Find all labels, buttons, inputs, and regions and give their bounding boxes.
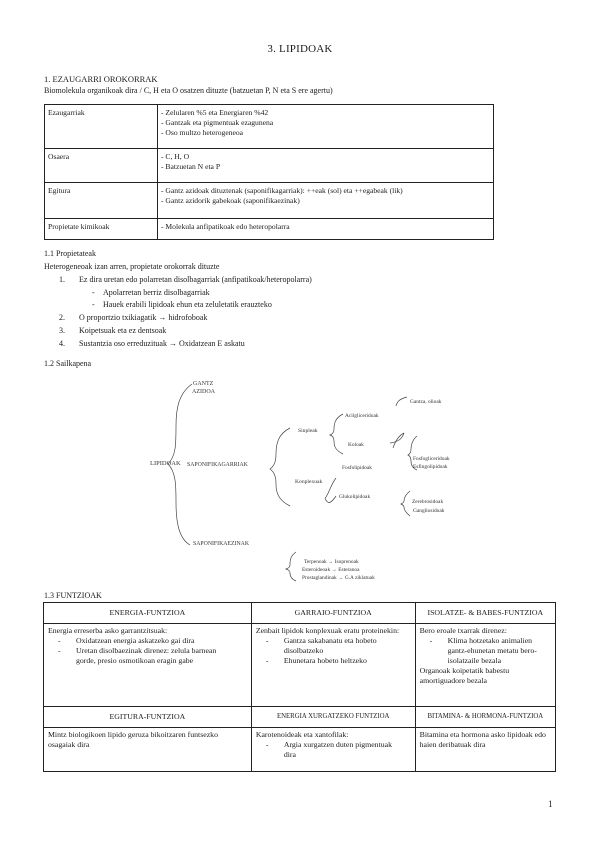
sub-list-item: - Apolarretan berriz disolbagarriak	[103, 288, 210, 297]
page-number: 1	[548, 799, 553, 809]
node-koloak: Koloak	[348, 442, 364, 448]
function-cell	[415, 624, 555, 707]
item-text: Sustantzia oso erreduzituak → Oxidatzean E askatu	[79, 339, 245, 348]
table-row	[45, 183, 494, 219]
function-extra-text: Organoak koipetatik babestu amortiguadore bezala	[419, 666, 510, 685]
list-item: - Klima hotzetako animalien gantz-ehunetan metatu bero-isolatzaile bezala	[430, 636, 551, 666]
list-item	[59, 339, 245, 348]
section-1-1-intro: Heterogeneoak izan arren, propietate orokorrak dituzte	[44, 262, 220, 271]
list-item: - Uretan disolbaezinak direnez: zelula barnean gorde, presio osmotikoan eragin gabe	[58, 646, 226, 666]
list-item: - Ehunetara hobeto heltzeko	[266, 656, 394, 666]
table-row	[44, 728, 556, 772]
row-key: Ezaugarriak	[45, 105, 158, 149]
section-1-1-heading: 1.1 Propietateak	[44, 249, 96, 258]
item-number: 2.	[59, 313, 65, 322]
function-list	[256, 636, 411, 666]
node-saponifikagarriak: SAPONIFIKAGARRIAK	[187, 462, 248, 468]
function-text: Karotenoideak eta xantofilak:	[255, 730, 349, 739]
item-text: Koipetsuak eta ez dentsoak	[79, 326, 167, 335]
node-sinpleak: Sinpleak	[298, 428, 318, 434]
row-value	[158, 183, 494, 219]
value-line: - Molekula anfipatikoak edo heteropolarra	[161, 222, 290, 231]
value-line: - Zelularen %5 eta Energiaren %42	[161, 108, 269, 117]
value-line: - Gantz azidorik gabekoak (saponifikaezinak)	[161, 196, 300, 205]
table-row	[44, 624, 556, 707]
row-value	[158, 149, 494, 183]
function-text: Mintz biologikoen lipido geruza bikoitzaren funtsezko osagaiak dira	[48, 730, 218, 749]
item-number: 4.	[59, 339, 65, 348]
node-glukolipidoak: Glukolipidoak	[339, 494, 371, 500]
value-line: - Gantz azidoak dituztenak (saponifikagarriak): ++eak (sol) eta ++egabeak (lik)	[161, 186, 403, 195]
function-cell	[251, 728, 415, 772]
characteristics-table	[44, 104, 494, 240]
function-title: BITAMINA- & HORMONA-FUNTZIOA	[415, 707, 555, 728]
node-terpenoak: Terpenoak → Isoprenoak	[304, 559, 359, 565]
function-title: ENERGIA-FUNTZIOA	[44, 603, 252, 624]
list-item: - Gantza sakabanatu eta hobeto disolbatzeko	[266, 636, 394, 656]
diagram-braces	[168, 384, 417, 581]
table-row	[44, 707, 556, 728]
table-row	[45, 219, 494, 240]
node-saponifikaezinak: SAPONIFIKAEZINAK	[193, 541, 250, 547]
section-1-heading: 1. EZAUGARRI OROKORRAK	[44, 74, 158, 84]
node-azidoa: AZIDOA	[192, 389, 215, 395]
node-fosfolipidoak: Fosfolipidoak	[342, 465, 372, 471]
node-zerebrosidoak: Zerebrosidoak	[412, 499, 444, 505]
list-item	[59, 275, 312, 284]
function-cell	[251, 624, 415, 707]
function-title: EGITURA-FUNTZIOA	[44, 707, 252, 728]
table-row	[44, 603, 556, 624]
node-konplexuak: Konplexuak	[295, 479, 323, 485]
function-list	[256, 740, 411, 760]
list-item: - Oxidatzean energia askatzeko gai dira	[58, 636, 226, 646]
function-text: Bitamina eta hormona asko lipidoak edo haien deribatuak dira	[419, 730, 546, 749]
item-text: O proportzio txikiagatik → hidrofoboak	[79, 313, 208, 322]
value-line: - C, H, O	[161, 152, 190, 161]
node-gangliosidoak: Gangliosidoak	[413, 508, 445, 514]
node-fosfogliceridoak: Fosfogliceridoak	[413, 456, 450, 462]
row-value	[158, 219, 494, 240]
function-title: GARRAIO-FUNTZIOA	[251, 603, 415, 624]
function-text: Bero eroale txarrak direnez:	[419, 626, 507, 635]
value-line: - Gantzak eta pigmentuak ezagunena	[161, 118, 274, 127]
section-1-2-heading: 1.2 Sailkapena	[44, 359, 92, 368]
function-text: Energia erreserba asko garrantzitsuak:	[48, 626, 168, 635]
functions-table	[43, 602, 556, 772]
node-prostaglandinak: Prostaglandinak → G.A ziklatuak	[302, 575, 375, 581]
node-lipidoak: LIPIDOAK	[150, 460, 181, 467]
page-title: 3. LIPIDOAK	[267, 43, 333, 55]
section-1-3-heading: 1.3 FUNTZIOAK	[44, 591, 102, 600]
list-item	[59, 313, 207, 322]
node-acilgliceridoak: Acilgliceridoak	[345, 413, 379, 419]
node-gantza-olioak: Gantza, olioak	[410, 399, 442, 405]
sub-list-item: - Hauek erabili lipidoak ehun eta zeluletatik erauzteko	[103, 300, 272, 309]
function-cell	[44, 624, 252, 707]
function-list	[48, 636, 247, 666]
item-number: 3.	[59, 326, 65, 335]
table-row	[45, 105, 494, 149]
list-item: - Argia xurgatzen duten pigmentuak dira	[266, 740, 394, 760]
item-text: Ez dira uretan edo polarretan disolbagarriak (anfipatikoak/heteropolarra)	[79, 275, 312, 284]
row-value	[158, 105, 494, 149]
section-1-intro: Biomolekula organikoak dira / C, H eta O osatzen dituzte (batzuetan P, N eta S ere agertu)	[44, 86, 333, 95]
function-text: Zenbait lipidok konplexuak eratu proteinekin:	[255, 626, 400, 635]
function-cell	[44, 728, 252, 772]
row-key: Egitura	[45, 183, 158, 219]
value-line: - Oso multzo heterogeneoa	[161, 128, 244, 137]
function-list	[420, 636, 551, 666]
list-item	[59, 326, 166, 335]
table-row	[45, 149, 494, 183]
function-title: ISOLATZE- & BABES-FUNTZIOA	[415, 603, 555, 624]
node-esteroideoak: Esteroideoak → Esteranoa	[302, 567, 360, 573]
row-key: Propietate kimikoak	[45, 219, 158, 240]
node-esfingolipidoak: Esfingolipidoak	[413, 464, 448, 470]
row-key: Osaera	[45, 149, 158, 183]
item-number: 1.	[59, 275, 65, 284]
value-line: - Batzuetan N eta P	[161, 162, 221, 171]
function-cell	[415, 728, 555, 772]
function-title: ENERGIA XURGATZEKO FUNTZIOA	[251, 707, 415, 728]
node-gantz: GANTZ	[193, 381, 214, 387]
classification-diagram	[0, 370, 600, 585]
